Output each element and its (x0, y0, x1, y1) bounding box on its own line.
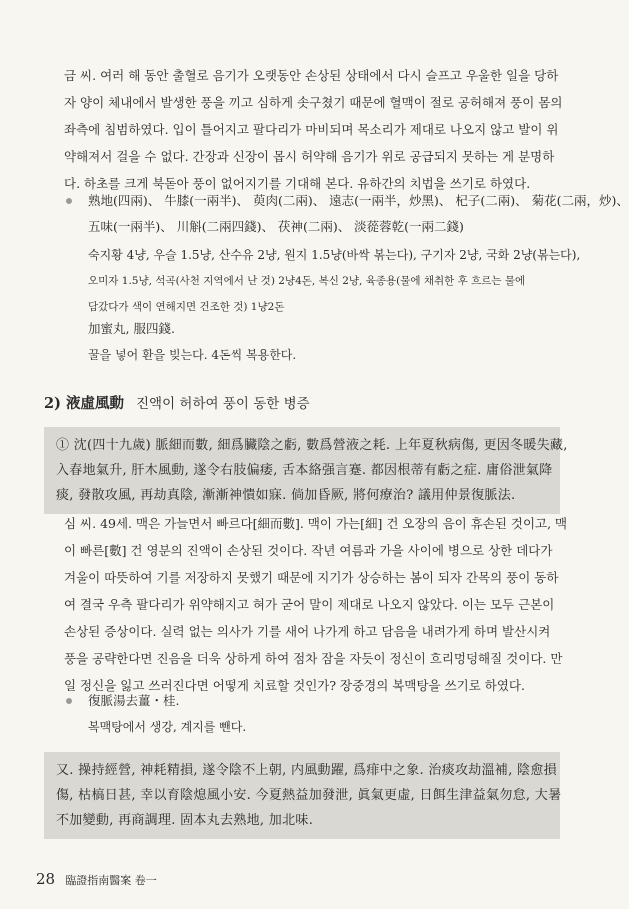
text-line: 복맥탕에서 생강, 계지를 뺀다. (88, 720, 247, 734)
text-line: 꿀을 넣어 환을 빚는다. 4돈씩 복용한다. (88, 348, 297, 362)
text-line: 加蜜丸, 服四錢. (88, 321, 175, 336)
section-heading (44, 392, 310, 413)
text-line: 五味(一兩半)、 川斛(二兩四錢)、 茯神(二兩)、 淡蓯蓉乾(一兩二錢) (88, 219, 464, 234)
herb-list-classical (88, 188, 629, 240)
text-line: 담갔다가 색이 연해지면 건조한 것) 1냥2돈 (88, 301, 285, 313)
text-line: 오미자 1.5냥, 석곡(사천 지역에서 난 것) 2냥4돈, 복신 2냥, 육종용(물에 채취한 후 흐르는 물에 (88, 275, 526, 287)
prescription-block (64, 188, 629, 368)
text-line: 숙지황 4냥, 우슬 1.5냥, 산수유 2냥, 원지 1.5냥(바싹 볶는다), 구기자 2냥, 국화 2냥(볶는다), (88, 248, 581, 262)
bullet-dot-icon (66, 198, 72, 204)
text-line: 손상된 증상이다. 실력 없는 의사가 기를 새어 나가게 하고 담음을 내려가게 하며 발산시켜 (64, 624, 551, 639)
section-subtitle: 진액이 허하여 풍이 동한 병증 (136, 396, 310, 412)
followup-original-text-box (44, 752, 560, 839)
text-line: 다. 하초를 크게 북돋아 풍이 없어지기를 기대해 본다. 유하간의 치법을 쓰기로 하였다. (64, 176, 531, 191)
text-line: 일 정신을 잃고 쓰러진다면 어떻게 치료할 것인가? 장중경의 복맥탕을 쓰기로 하였다. (64, 678, 525, 693)
text-line: 入春地氣升, 肝木風動, 遂令右肢偏痿, 舌本絡强言蹇. 都因根蒂有虧之症. 庸俗泄氣降 (56, 463, 553, 478)
text-line: ① 沈(四十九歲) 脈細而數, 細爲臟陰之虧, 數爲營液之耗. 上年夏秋病傷, 更因冬暖失藏, (56, 438, 568, 453)
text-line: 금 씨. 여러 해 동안 출혈로 음기가 오랫동안 손상된 상태에서 다시 슬프고 우울한 일을 당하 (64, 68, 559, 83)
herb-list-hangul (88, 242, 581, 320)
text-line: 熟地(四兩)、 牛膝(一兩半)、 萸肉(二兩)、 遠志(一兩半，炒黑)、 杞子(二兩)、 菊花(二兩，炒)、 (88, 193, 629, 208)
text-line: 여 결국 우측 팔다리가 위약해지고 혀가 굳어 말이 제대로 나오지 않았다. 이는 모두 근본이 (64, 597, 555, 612)
text-line: 풍을 공략한다면 진음을 더욱 상하게 하여 점차 잠을 자듯이 정신이 흐리멍덩해질 것이다. 만 (64, 651, 563, 666)
text-line: 심 씨. 49세. 맥은 가늘면서 빠르다[細而數]. 맥이 가는[細] 건 오장의 음이 휴손된 것이고, 맥 (64, 516, 568, 531)
text-line: 又. 操持經營, 神耗精損, 遂令陰不上朝, 内風動躍, 爲痱中之象. 治痰攻劫溫補, 陰愈損 (56, 763, 557, 778)
book-title: 臨證指南醫案 卷一 (65, 874, 157, 887)
text-line: 復脈湯去薑・桂. (88, 693, 180, 708)
dose-classical (88, 316, 564, 342)
prescription-classical (88, 688, 564, 714)
text-line: 不加變動, 再商調理. 固本丸去熟地, 加北味. (56, 813, 314, 828)
text-line: 傷, 枯槁日甚, 幸以育陰熄風小安. 今夏熱益加發泄, 眞氣更虛, 日餌生津益氣勿怠, 大暑 (56, 788, 562, 803)
text-line: 이 빠른[數] 건 영분의 진액이 손상된 것이다. 작년 여름과 가을 사이에 병으로 상한 데다가 (64, 543, 553, 558)
intro-paragraph (64, 62, 564, 197)
prescription-hangul (88, 714, 564, 740)
text-line: 겨울이 따뜻하여 기를 저장하지 못했기 때문에 지기가 상승하는 봄이 되자 간목의 풍이 동하 (64, 570, 559, 585)
text-line: 痰, 發散攻風, 再劫真陰, 漸漸神憒如寐. 倘加昏厥, 將何療治? 議用仲景復脈法. (56, 488, 516, 503)
prescription-block (64, 688, 564, 742)
page-footer (36, 870, 157, 888)
bullet-dot-icon (66, 698, 72, 704)
case-original-text-box (44, 427, 568, 514)
case-translation-paragraph (64, 510, 568, 699)
dose-hangul (88, 342, 564, 368)
page-number: 28 (36, 870, 56, 888)
section-title: 2) 液虛風動 (44, 395, 124, 412)
text-line: 자 양이 체내에서 발생한 풍을 끼고 심하게 솟구쳤기 때문에 혈맥이 절로 공허해져 풍이 몸의 (64, 95, 563, 110)
text-line: 약해져서 걸을 수 없다. 간장과 신장이 몹시 허약해 음기가 위로 공급되지 못하는 게 분명하 (64, 149, 555, 164)
text-line: 좌측에 침범하였다. 입이 틀어지고 팔다리가 마비되며 목소리가 제대로 나오지 않고 발이 위 (64, 122, 559, 137)
